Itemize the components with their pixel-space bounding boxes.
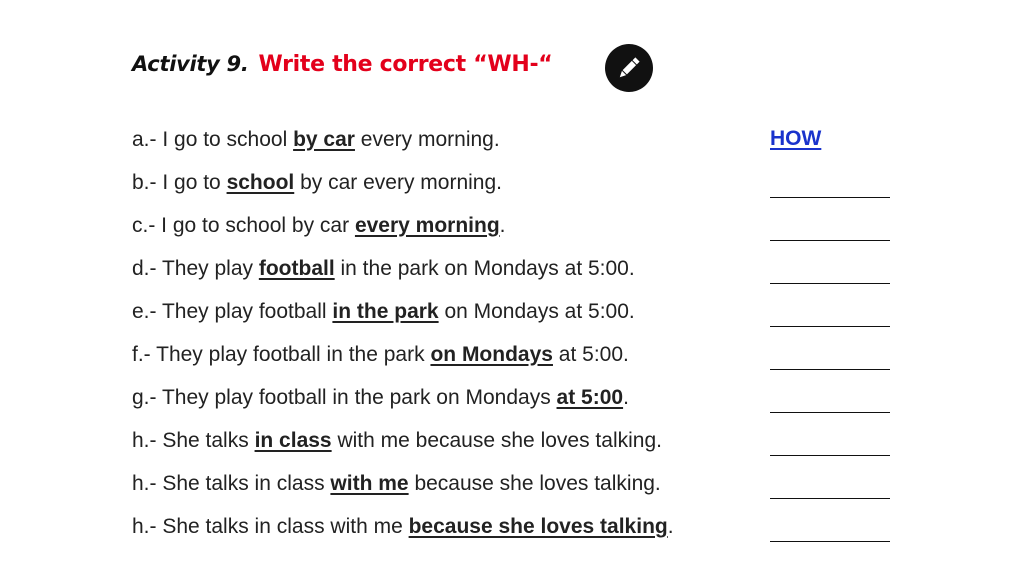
answer-field[interactable] [770,167,890,198]
sentence-text: . [667,514,674,538]
answer-field[interactable] [770,382,890,413]
exercise-line [132,376,902,419]
exercise-line [132,118,902,161]
pencil-icon [605,44,653,92]
answer-field[interactable] [770,425,890,456]
sentence-text: on Mondays at 5:00. [438,299,635,323]
sentence-text: . [623,385,629,409]
answer-field[interactable] [770,511,890,542]
answer-field[interactable] [770,253,890,284]
highlighted-phrase: football [258,256,335,280]
activity-title [132,44,552,84]
sentence [132,429,662,453]
sentence-text: g.- They play football in the park on Mondays [132,385,557,409]
exercise-line [132,462,902,505]
sentence-text: at 5:00. [552,342,629,366]
exercise-line [132,204,902,247]
sentence [132,257,635,281]
answer-field[interactable] [770,339,890,370]
exercise-line [132,290,902,333]
sentence [132,343,629,367]
sentence-text: . [499,213,506,237]
exercise-line [132,161,902,204]
activity-instruction: Write the correct “WH-“ [258,51,553,77]
activity-label: Activity 9. [132,52,249,76]
sentence-text: h.- She talks in class with me [132,514,409,538]
sentence-text: c.- I go to school by car [132,213,355,237]
answer-field[interactable] [770,210,890,241]
highlighted-phrase: school [226,170,295,194]
sentence [132,515,674,539]
highlighted-phrase: at 5:00 [556,385,624,409]
sentence [132,171,502,195]
sentence-text: h.- She talks [132,428,255,452]
exercise-line [132,333,902,376]
answer-field[interactable] [770,296,890,327]
highlighted-phrase: with me [330,471,409,495]
sentence-text: a.- I go to school [132,127,294,151]
sentence [132,472,661,496]
highlighted-phrase: on Mondays [430,342,553,366]
exercise-line [132,419,902,462]
highlighted-phrase: in the park [332,299,439,323]
sentence-text: f.- They play football in the park [132,342,431,366]
highlighted-phrase: by car [293,127,355,151]
sentence-text: every morning. [354,127,500,151]
sentence [132,386,629,410]
sentence-text: d.- They play [132,256,259,280]
answer-field[interactable]: HOW [770,127,822,150]
sentence-text: h.- She talks in class [132,471,331,495]
sentence-text: e.- They play football [132,299,333,323]
sentence [132,214,506,238]
sentence [132,300,635,324]
exercise-list [132,118,902,548]
exercise-line [132,505,902,548]
sentence-text: by car every morning. [294,170,502,194]
highlighted-phrase: in class [254,428,332,452]
sentence [132,128,500,152]
highlighted-phrase: because she loves talking [408,514,668,538]
sentence-text: with me because she loves talking. [331,428,662,452]
exercise-line [132,247,902,290]
answer-field[interactable] [770,468,890,499]
sentence-text: because she loves talking. [408,471,661,495]
highlighted-phrase: every morning [354,213,500,237]
sentence-text: in the park on Mondays at 5:00. [334,256,635,280]
sentence-text: b.- I go to [132,170,227,194]
